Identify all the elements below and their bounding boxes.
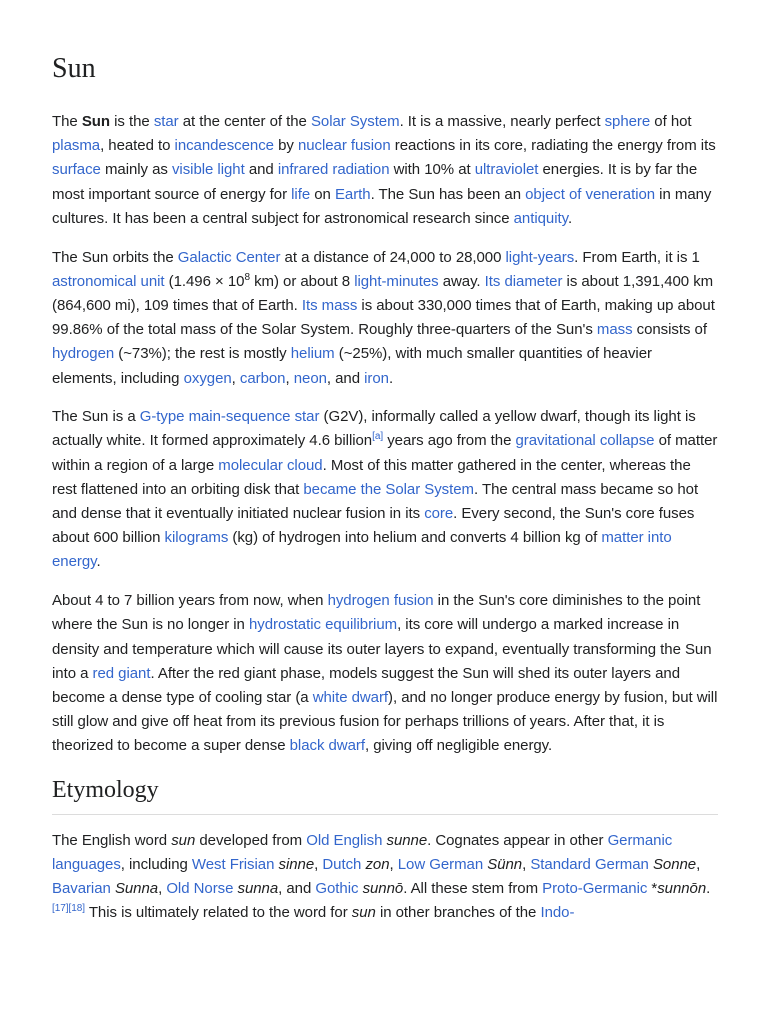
link-astronomical-unit[interactable]: astronomical unit (52, 272, 165, 290)
link-surface[interactable]: surface (52, 161, 101, 179)
link-west-frisian[interactable]: West Frisian (191, 855, 275, 873)
link-old-norse[interactable]: Old Norse (166, 880, 234, 898)
bold-term-sun: Sun (81, 113, 111, 130)
link-incandescence[interactable]: incandescence (174, 137, 274, 155)
footnote-refs-17-18[interactable]: [17][18] (52, 903, 85, 915)
paragraph-intro: The Sun is the star at the center of the Solar System. It is a massive, nearly perfect sphere of hot plasma, heated to incandescence by nuclear fusion reactions in its core, radiating the energy from its surface mainly as visible light and infrared radiation with 10% at ultraviolet energies. It is by far the most important source of energy for life on Earth. The Sun has been an object of veneration in many cultures. It has been a central subject for astronomical research since antiquity. (52, 113, 716, 227)
section-heading-etymology: Etymology (52, 775, 718, 815)
link-hydrogen-fusion[interactable]: hydrogen fusion (327, 592, 434, 610)
paragraph-orbit: The Sun orbits the Galactic Center at a distance of 24,000 to 28,000 light-years. From Earth, it is 1 astronomical unit ($1.496 \times 10^8$ km) or about 8 light-minutes away. Its diameter is about 1,391,400 km (864,600 mi), 109 times that of Earth. Its mass is about 330,000 times that of Earth, making up about 99.86% of the total mass of the Solar System. Roughly three-quarters of the Sun's mass consists of hydrogen (~73%); the rest is mostly helium (~25%), with much smaller quantities of heavier elements, including oxygen, carbon, neon, and iron. (52, 248, 715, 387)
link-its-mass[interactable]: Its mass (301, 296, 358, 314)
link-proto-germanic[interactable]: Proto-Germanic (542, 880, 648, 898)
link-life[interactable]: life (291, 185, 311, 203)
link-g-type-main-sequence-star[interactable]: G-type main-sequence star (139, 408, 320, 426)
link-oxygen[interactable]: oxygen (183, 369, 232, 387)
exponent: 8 (244, 271, 250, 283)
link-iron[interactable]: iron (364, 369, 389, 387)
link-bavarian[interactable]: Bavarian (52, 880, 111, 898)
link-core[interactable]: core (424, 505, 454, 523)
link-neon[interactable]: neon (293, 369, 327, 387)
link-its-diameter[interactable]: Its diameter (484, 272, 563, 290)
link-gothic[interactable]: Gothic (315, 880, 359, 898)
footnote-a[interactable]: [a] (372, 431, 384, 443)
link-light-years[interactable]: light-years (505, 248, 575, 266)
link-standard-german[interactable]: Standard German (530, 855, 649, 873)
link-infrared-radiation[interactable]: infrared radiation (277, 161, 390, 179)
link-solar-system[interactable]: Solar System (310, 113, 400, 130)
link-sphere[interactable]: sphere (604, 113, 651, 130)
link-hydrostatic-equilibrium[interactable]: hydrostatic equilibrium (248, 616, 398, 634)
paragraph-future: About 4 to 7 billion years from now, when hydrogen fusion in the Sun's core diminishes to the point where the Sun is no longer in hydrostatic equilibrium, its core will undergo a marked increase in density and temperature which will cause its outer layers to expand, eventually transforming the Sun into a red giant. After the red giant phase, models suggest the Sun will shed its outer layers and become a dense type of cooling star (a white dwarf), and no longer produce energy by fusion, but will still glow and give off heat from its previous fusion for perhaps trillions of years. After that, it is theorized to become a super dense black dwarf, giving off negligible energy. (52, 592, 718, 755)
link-helium[interactable]: helium (290, 345, 335, 363)
link-light-minutes[interactable]: light-minutes (354, 272, 439, 290)
link-low-german[interactable]: Low German (397, 855, 484, 873)
paragraph-formation: The Sun is a G-type main-sequence star (G2V), informally called a yellow dwarf, though its light is actually white. It formed approximately 4.6 billion[a] years ago from the gravitational collapse of matter within a region of a large molecular cloud. Most of this matter gathered in the center, whereas the rest flattened into an orbiting disk that became the Solar System. The central mass became so hot and dense that it eventually initiated nuclear fusion in its core. Every second, the Sun's core fuses about 600 billion kilograms (kg) of hydrogen into helium and converts 4 billion kg of matter into energy. (52, 408, 718, 571)
link-star[interactable]: star (153, 113, 179, 130)
link-indo-european[interactable]: Indo- (540, 904, 575, 922)
link-ultraviolet[interactable]: ultraviolet (474, 161, 539, 179)
link-molecular-cloud[interactable]: molecular cloud (218, 456, 323, 474)
link-mass[interactable]: mass (596, 321, 633, 339)
link-carbon[interactable]: carbon (239, 369, 286, 387)
link-kilograms[interactable]: kilograms (164, 529, 229, 547)
link-germanic-languages[interactable]: Germanic languages (52, 831, 673, 873)
link-dutch[interactable]: Dutch (322, 855, 362, 873)
link-gravitational-collapse[interactable]: gravitational collapse (515, 432, 655, 450)
link-earth[interactable]: Earth (334, 185, 371, 203)
link-nuclear-fusion[interactable]: nuclear fusion (297, 137, 391, 155)
link-became-the-solar-system[interactable]: became the Solar System (303, 480, 474, 498)
article-body (52, 110, 718, 940)
link-galactic-center[interactable]: Galactic Center (177, 248, 281, 266)
link-hydrogen[interactable]: hydrogen (52, 345, 115, 363)
link-red-giant[interactable]: red giant (92, 664, 151, 682)
link-matter-into-energy[interactable]: matter into energy (52, 529, 672, 571)
link-white-dwarf[interactable]: white dwarf (312, 688, 389, 706)
link-plasma[interactable]: plasma (52, 137, 101, 155)
link-old-english[interactable]: Old English (306, 831, 383, 849)
link-antiquity[interactable]: antiquity (513, 209, 568, 227)
paragraph-etymology: The English word sun developed from Old English sunne. Cognates appear in other Germanic languages, including West Frisian sinne, Dutch zon, Low German Sünn, Standard German Sonne, Bavarian Sunna, Old Norse sunna, and Gothic sunnō. All these stem from Proto-Germanic *sunnōn.[17][18] This is ultimately related to the word for sun in other branches of the Indo- (52, 831, 711, 922)
link-object-of-veneration[interactable]: object of veneration (525, 185, 656, 203)
link-black-dwarf[interactable]: black dwarf (289, 737, 365, 755)
link-visible-light[interactable]: visible light (171, 161, 245, 179)
page-title: Sun (52, 53, 96, 84)
